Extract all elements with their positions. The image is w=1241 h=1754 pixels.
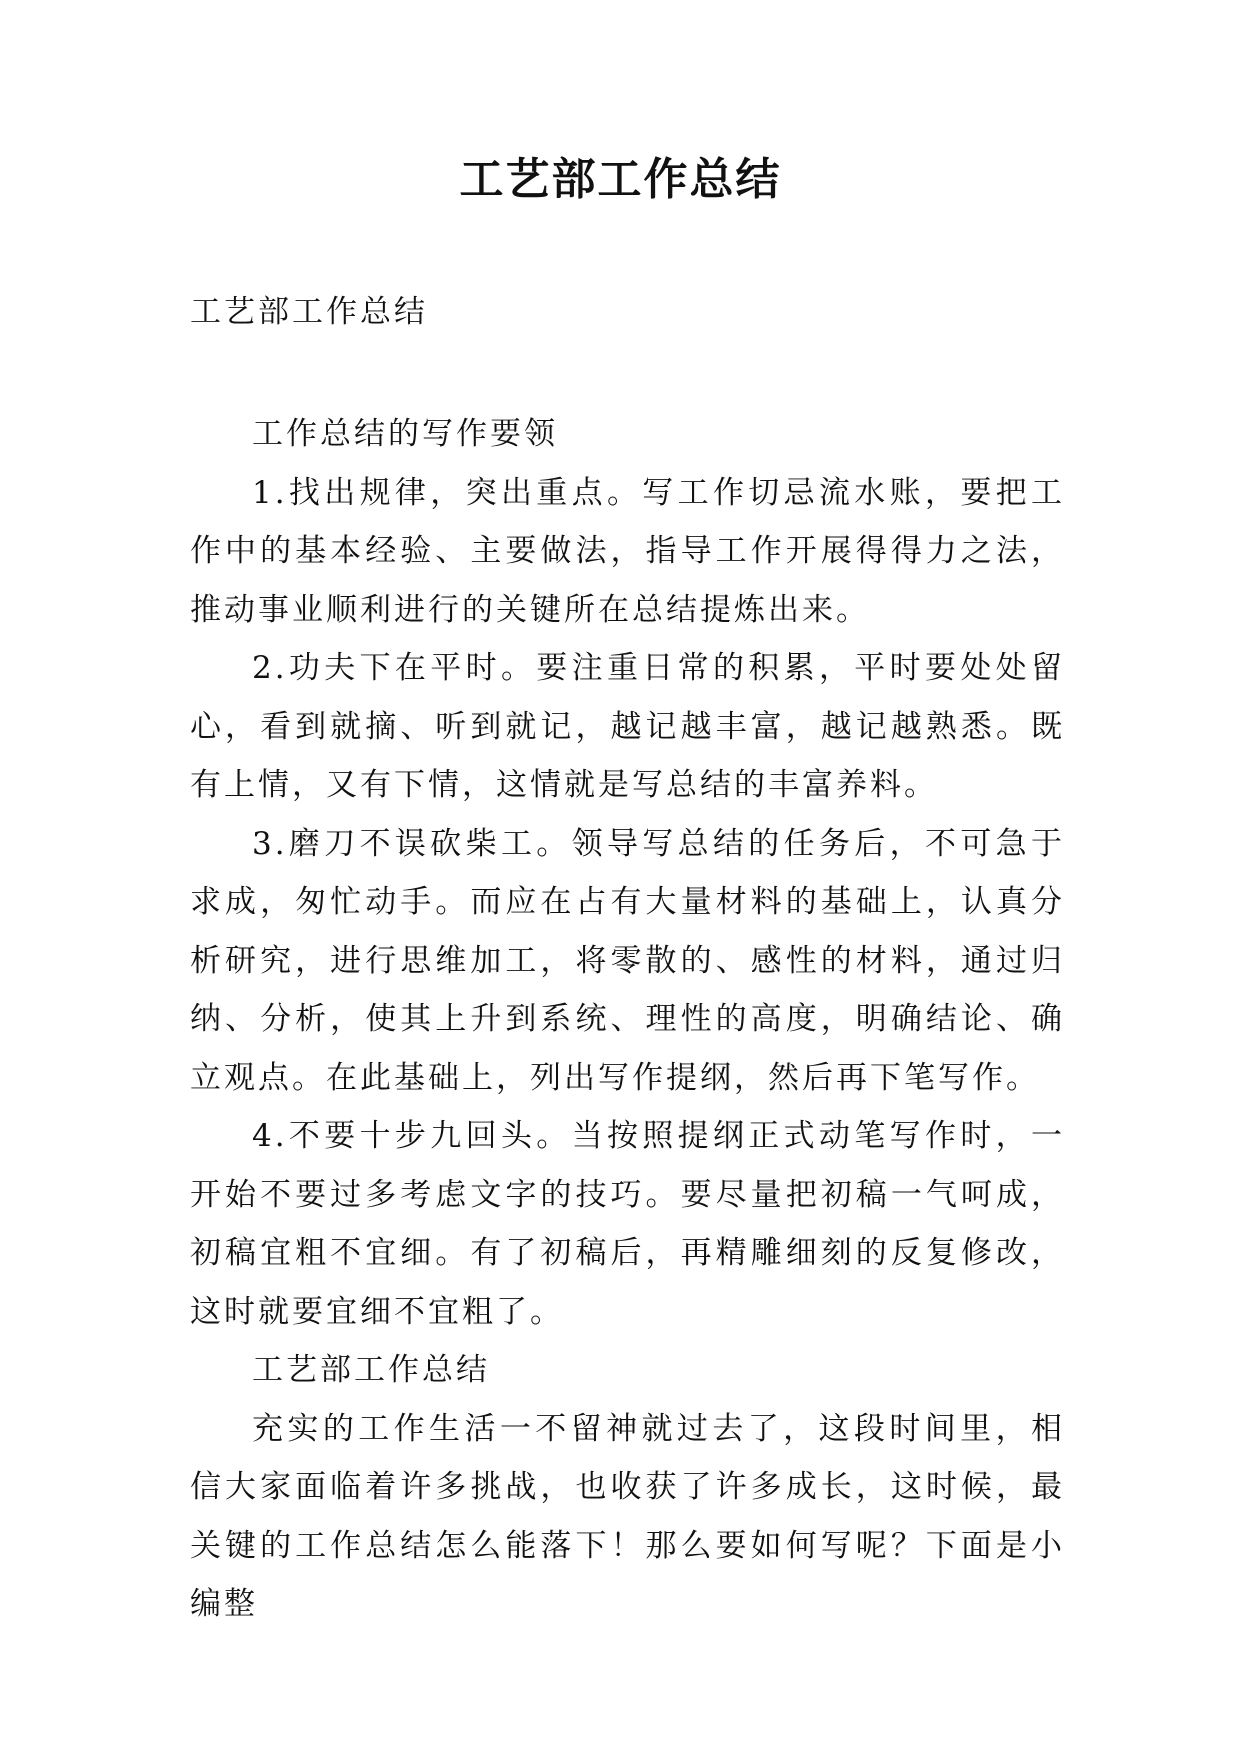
- paragraph-writing-tips-heading: 工作总结的写作要领: [252, 416, 558, 452]
- paragraph-tip-2: 2.功夫下在平时。要注重日常的积累，平时要处处留心，看到就摘、听到就记，越记越丰富，越记越熟悉。既有上情，又有下情，这情就是写总结的丰富养料。: [190, 650, 1065, 803]
- paragraph-tip-1: 1.找出规律，突出重点。写工作切忌流水账，要把工作中的基本经验、主要做法，指导工作开展得得力之法，推动事业顺利进行的关键所在总结提炼出来。: [190, 474, 1065, 628]
- paragraph-tip-3: 3.磨刀不误砍柴工。领导写总结的任务后，不可急于求成，匆忙动手。而应在占有大量材料的基础上，认真分析研究，进行思维加工，将零散的、感性的材料，通过归纳、分析，使其上升到系统、理性的高度，明确结论、确立观点。在此基础上，列出写作提纲，然后再下笔写作。: [190, 825, 1065, 1096]
- document-title: 工艺部工作总结: [459, 154, 782, 205]
- paragraph-tip-4: 4.不要十步九回头。当按照提纲正式动笔写作时，一开始不要过多考虑文字的技巧。要尽量把初稿一气呵成，初稿宜粗不宜细。有了初稿后，再精雕细刻的反复修改，这时就要宜细不宜粗了。: [190, 1118, 1065, 1330]
- document-subtitle: 工艺部工作总结: [190, 294, 428, 330]
- paragraph-intro: 充实的工作生活一不留神就过去了，这段时间里，相信大家面临着许多挑战，也收获了许多成长，这时候，最关键的工作总结怎么能落下！那么要如何写呢？下面是小编整: [190, 1410, 1065, 1622]
- paragraph-section-heading: 工艺部工作总结: [252, 1352, 490, 1388]
- document-body: [190, 405, 1065, 1634]
